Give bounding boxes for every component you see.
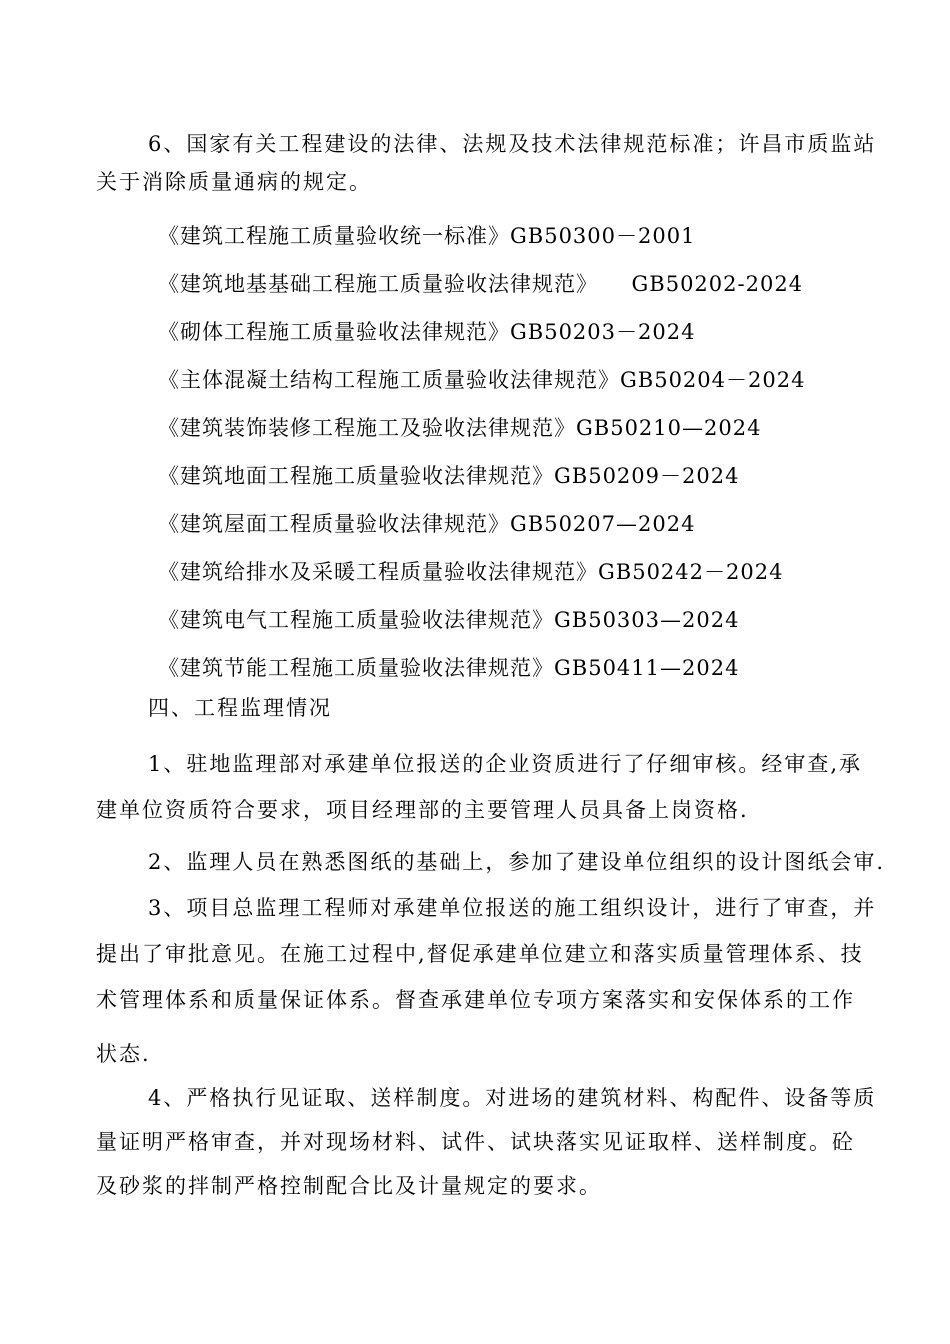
standard-item: 《建筑节能工程施工质量验收法律规范》GB50411—2024 bbox=[158, 656, 740, 680]
para3-line2: 提出了审批意见。在施工过程中,督促承建单位建立和落实质量管理体系、技 bbox=[96, 942, 864, 966]
para3-line1: 3、项目总监理工程师对承建单位报送的施工组织设计，进行了审查，并 bbox=[148, 896, 877, 920]
para1-line2: 建单位资质符合要求，项目经理部的主要管理人员具备上岗资格. bbox=[96, 798, 749, 822]
standard-item: 《建筑电气工程施工质量验收法律规范》GB50303—2024 bbox=[158, 608, 740, 632]
para3-line4: 状态. bbox=[96, 1042, 151, 1066]
standard-item: 《主体混凝土结构工程施工质量验收法律规范》GB50204－2024 bbox=[158, 368, 806, 392]
item6-line1: 6、国家有关工程建设的法律、法规及技术法律规范标准；许昌市质监站 bbox=[148, 132, 877, 156]
standard-item: 《建筑地面工程施工质量验收法律规范》GB50209－2024 bbox=[158, 464, 740, 488]
item6-line2: 关于消除质量通病的规定。 bbox=[96, 170, 372, 194]
para4-line1: 4、严格执行见证取、送样制度。对进场的建筑材料、构配件、设备等质 bbox=[148, 1086, 877, 1110]
para4-line3: 及砂浆的拌制严格控制配合比及计量规定的要求。 bbox=[96, 1174, 602, 1198]
standard-item: 《建筑给排水及采暖工程质量验收法律规范》GB50242－2024 bbox=[158, 560, 784, 584]
para4-line2: 量证明严格审查，并对现场材料、试件、试块落实见证取样、送样制度。砼 bbox=[96, 1130, 855, 1154]
standard-item: 《砌体工程施工质量验收法律规范》GB50203－2024 bbox=[158, 320, 696, 344]
section-heading: 四、工程监理情况 bbox=[148, 696, 332, 720]
standard-item: 《建筑屋面工程质量验收法律规范》GB50207—2024 bbox=[158, 512, 696, 536]
standard-item: 《建筑地基基础工程施工质量验收法律规范》 GB50202-2024 bbox=[158, 272, 804, 296]
standard-item: 《建筑工程施工质量验收统一标准》GB50300－2001 bbox=[158, 224, 696, 248]
para2-line1: 2、监理人员在熟悉图纸的基础上，参加了建设单位组织的设计图纸会审. bbox=[148, 850, 886, 874]
standard-item: 《建筑装饰装修工程施工及验收法律规范》GB50210—2024 bbox=[158, 416, 762, 440]
para3-line3: 术管理体系和质量保证体系。督查承建单位专项方案落实和安保体系的工作 bbox=[96, 988, 855, 1012]
para1-line1: 1、驻地监理部对承建单位报送的企业资质进行了仔细审核。经审查,承 bbox=[148, 752, 863, 776]
